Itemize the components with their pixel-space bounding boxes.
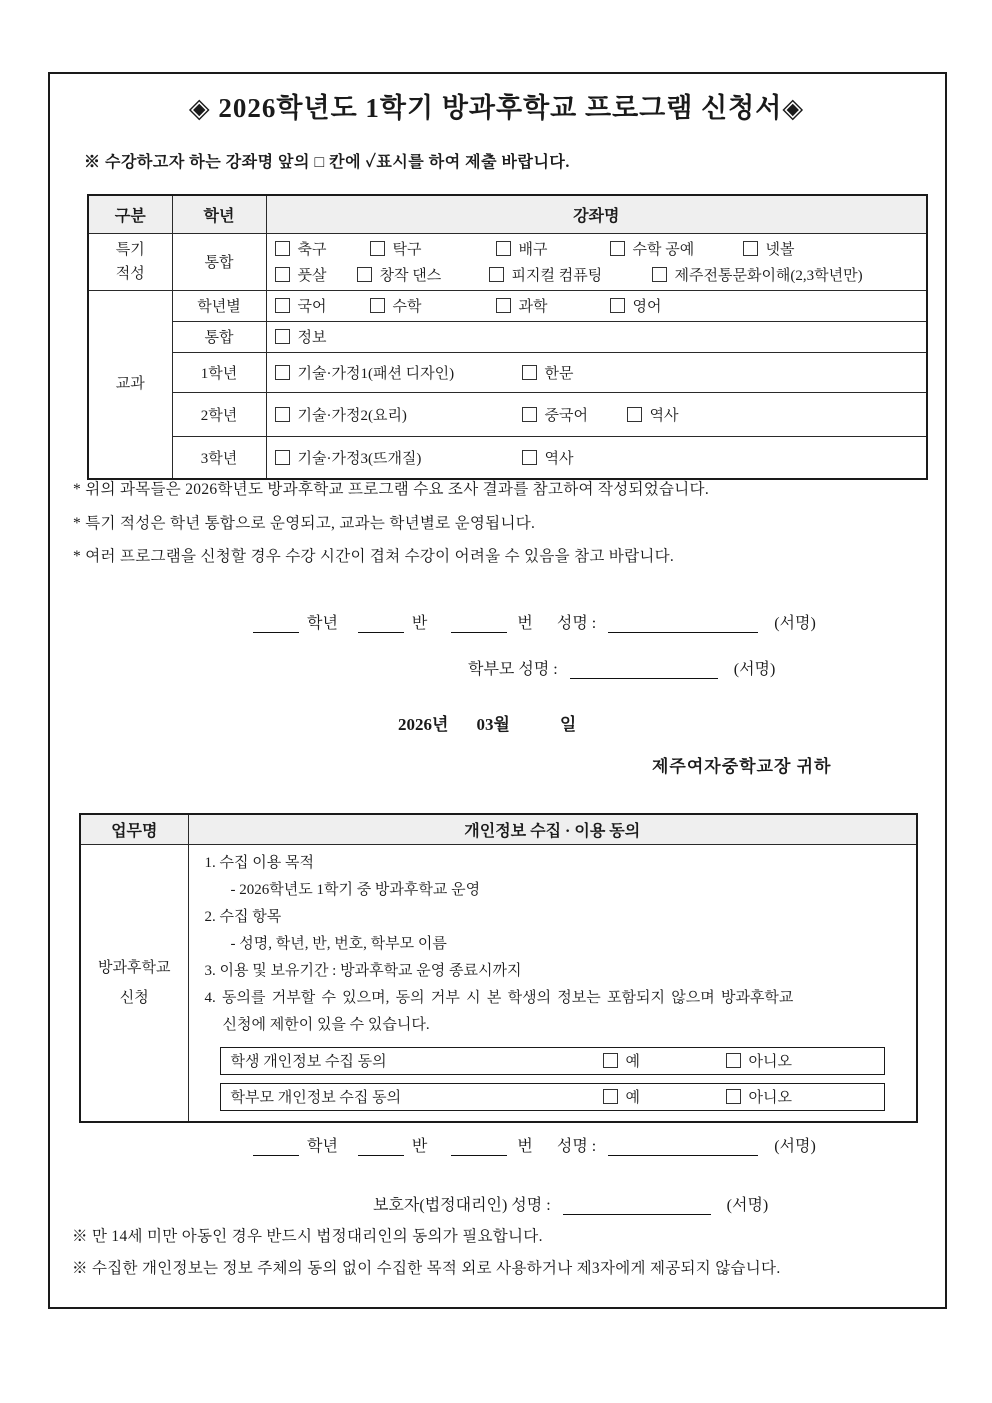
- privacy-item: - 성명, 학년, 반, 번호, 학부모 이름: [230, 935, 447, 952]
- checkbox-icon[interactable]: [370, 241, 385, 256]
- checkbox-icon[interactable]: [522, 450, 537, 465]
- checkbox-icon[interactable]: [275, 241, 290, 256]
- course-table-header-row: [88, 195, 927, 233]
- course-option-line: [275, 359, 923, 385]
- course-option-math-craft[interactable]: 수학 공예: [610, 238, 743, 259]
- privacy-detail-cell: [188, 844, 917, 1122]
- course-option-hanja[interactable]: 한문: [522, 362, 574, 383]
- grade-cell: 3학년: [172, 436, 266, 479]
- checkbox-icon[interactable]: [496, 298, 511, 313]
- number-blank-field[interactable]: [451, 1138, 507, 1156]
- sign-label: (서명): [726, 1197, 769, 1214]
- subject-row-grade1: [88, 352, 927, 392]
- form-title: ◈ 2026학년도 1학기 방과후학교 프로그램 신청서◈: [188, 93, 805, 123]
- checkbox-icon[interactable]: [370, 298, 385, 313]
- number-label: 번: [517, 1138, 533, 1155]
- subject-row-grade2: [88, 392, 927, 436]
- no-label: 아니오: [748, 1090, 792, 1106]
- student-name-blank-field[interactable]: [608, 615, 758, 633]
- course-option-history[interactable]: 역사: [522, 447, 574, 468]
- course-option-line: [275, 293, 923, 319]
- parent-name-blank-field[interactable]: [570, 661, 718, 679]
- course-cell: [266, 352, 927, 392]
- course-option-korean[interactable]: 국어: [275, 295, 370, 316]
- date-row: [398, 710, 576, 735]
- task-name-header: 업무명: [80, 814, 188, 844]
- course-option-tech-home2[interactable]: 기술·가정2(요리): [275, 404, 522, 425]
- number-label: 번: [517, 615, 533, 632]
- grade-label: 학년: [307, 615, 338, 632]
- checkbox-icon[interactable]: [603, 1089, 618, 1104]
- category-label-line1: 특기: [115, 241, 145, 258]
- note-line: * 위의 과목들은 2026학년도 방과후학교 프로그램 수요 조사 결과를 참고하여 작성되었습니다.: [73, 481, 710, 498]
- date-year: 2026년: [398, 715, 449, 734]
- yes-label: 예: [625, 1054, 640, 1070]
- student-consent-yes[interactable]: [603, 1050, 726, 1071]
- course-cell: [266, 392, 927, 436]
- checkbox-icon[interactable]: [357, 267, 372, 282]
- checkbox-icon[interactable]: [743, 241, 758, 256]
- checkbox-icon[interactable]: [275, 450, 290, 465]
- course-option-informatics[interactable]: 정보: [275, 326, 327, 347]
- guardian-name-blank-field[interactable]: [563, 1197, 711, 1215]
- grade-blank-field[interactable]: [253, 1138, 299, 1156]
- col-header-grade: 학년: [172, 195, 266, 233]
- course-option-math[interactable]: 수학: [370, 295, 496, 316]
- subject-row-integrated: [88, 321, 927, 352]
- class-blank-field[interactable]: [358, 615, 404, 633]
- parent-consent-box: [220, 1083, 885, 1111]
- course-option-chinese[interactable]: 중국어: [522, 404, 627, 425]
- course-cell: [266, 233, 927, 290]
- footnote-third-party: ※ 수집한 개인정보는 정보 주체의 동의 없이 수집한 목적 외로 사용하거나 제3자에게 제공되지 않습니다.: [72, 1260, 781, 1277]
- footnote-under-14: ※ 만 14세 미만 아동인 경우 반드시 법정대리인의 동의가 필요합니다.: [72, 1228, 543, 1245]
- course-option-jeju-culture[interactable]: 제주전통문화이해(2,3학년만): [652, 264, 863, 285]
- sign-label: (서명): [774, 615, 816, 632]
- date-month: 03월: [476, 715, 510, 734]
- student-signature-row-2: [253, 1133, 816, 1156]
- checkbox-icon[interactable]: [275, 329, 290, 344]
- course-option-line: [275, 401, 923, 427]
- course-option-futsal[interactable]: 풋살: [275, 264, 357, 285]
- course-option-creative-dance[interactable]: 창작 댄스: [357, 264, 489, 285]
- privacy-item: 3. 이용 및 보유기간 : 방과후학교 운영 종료시까지: [204, 962, 522, 979]
- guardian-signature-row: [373, 1192, 768, 1215]
- grade-cell: 1학년: [172, 352, 266, 392]
- course-cell: [266, 321, 927, 352]
- grade-cell: 통합: [172, 321, 266, 352]
- checkbox-icon[interactable]: [496, 241, 511, 256]
- privacy-item: - 2026학년도 1학기 중 방과후학교 운영: [230, 881, 481, 898]
- checkbox-icon[interactable]: [652, 267, 667, 282]
- checkbox-icon[interactable]: [489, 267, 504, 282]
- privacy-item: 4. 동의를 거부할 수 있으며, 동의 거부 시 본 학생의 정보는 포함되지 않으며 방과후학교: [204, 989, 794, 1006]
- note-line: * 특기 적성은 학년 통합으로 운영되고, 교과는 학년별로 운영됩니다.: [73, 514, 536, 532]
- special-aptitude-row: [88, 233, 927, 290]
- privacy-table-body-row: [80, 844, 917, 1122]
- instruction-note: ※ 수강하고자 하는 강좌명 앞의 □ 칸에 ✓표시를 하여 제출 바랍니다.: [84, 154, 570, 171]
- course-option-netball[interactable]: 넷볼: [743, 238, 795, 259]
- task-name-line1: 방과후학교: [98, 959, 171, 976]
- course-option-history[interactable]: 역사: [627, 404, 679, 425]
- course-option-tech-home1[interactable]: 기술·가정1(패션 디자인): [275, 362, 522, 383]
- course-option-science[interactable]: 과학: [496, 295, 610, 316]
- category-label-line2: 적성: [115, 265, 145, 282]
- course-option-volleyball[interactable]: 배구: [496, 238, 610, 259]
- course-option-physical-computing[interactable]: 피지컬 컴퓨팅: [489, 264, 652, 285]
- category-cell-special: [88, 233, 172, 290]
- checkbox-icon[interactable]: [610, 241, 625, 256]
- student-consent-box: [220, 1047, 885, 1075]
- privacy-consent-header: 개인정보 수집 · 이용 동의: [188, 814, 917, 844]
- checkbox-icon[interactable]: [275, 267, 290, 282]
- grade-label: 학년: [307, 1138, 338, 1155]
- student-signature-row: [253, 610, 816, 633]
- task-name-cell: [80, 844, 188, 1122]
- parent-signature-row: [468, 656, 775, 679]
- addressee: 제주여자중학교장 귀하: [652, 757, 832, 776]
- course-option-table-tennis[interactable]: 탁구: [370, 238, 496, 259]
- course-option-line: [275, 444, 923, 470]
- student-name-blank-field[interactable]: [608, 1138, 758, 1156]
- checkbox-icon[interactable]: [726, 1053, 741, 1068]
- privacy-item: 1. 수집 이용 목적: [204, 854, 314, 871]
- parent-consent-no[interactable]: [726, 1086, 792, 1107]
- category-cell-subject: 교과: [88, 290, 172, 479]
- grade-cell: 통합: [172, 233, 266, 290]
- course-option-english[interactable]: 영어: [610, 295, 662, 316]
- parent-name-label: 학부모 성명 :: [468, 661, 558, 678]
- note-line: * 여러 프로그램을 신청할 경우 수강 시간이 겹쳐 수강이 어려울 수 있음을 참고 바랍니다.: [73, 548, 675, 565]
- course-option-line: [275, 262, 923, 288]
- class-label: 반: [411, 615, 428, 632]
- checkbox-icon[interactable]: [275, 298, 290, 313]
- privacy-item: 2. 수집 항목: [204, 908, 282, 925]
- checkbox-icon[interactable]: [603, 1053, 618, 1068]
- course-option-line: [275, 324, 923, 350]
- course-table: [87, 194, 928, 480]
- checkbox-icon[interactable]: [726, 1089, 741, 1104]
- no-label: 아니오: [748, 1054, 792, 1070]
- course-cell: [266, 290, 927, 321]
- privacy-consent-table: [79, 813, 918, 1123]
- checkbox-icon[interactable]: [522, 407, 537, 422]
- class-label: 반: [411, 1138, 428, 1155]
- course-option-soccer[interactable]: 축구: [275, 238, 370, 259]
- task-name-line2: 신청: [119, 989, 149, 1006]
- name-label: 성명 :: [556, 615, 597, 632]
- grade-blank-field[interactable]: [253, 615, 299, 633]
- yes-label: 예: [625, 1090, 640, 1106]
- subject-row-by-grade: [88, 290, 927, 321]
- checkbox-icon[interactable]: [522, 365, 537, 380]
- form-notes: [73, 473, 709, 574]
- parent-consent-label: 학부모 개인정보 수집 동의: [230, 1090, 402, 1106]
- number-blank-field[interactable]: [451, 615, 507, 633]
- privacy-table-header-row: [80, 814, 917, 844]
- col-header-category: 구분: [88, 195, 172, 233]
- checkbox-icon[interactable]: [275, 365, 290, 380]
- student-consent-label: 학생 개인정보 수집 동의: [230, 1054, 387, 1070]
- checkbox-icon[interactable]: [275, 407, 290, 422]
- name-label: 성명 :: [556, 1138, 597, 1155]
- student-consent-no[interactable]: [726, 1050, 792, 1071]
- guardian-name-label: 보호자(법정대리인) 성명 :: [373, 1197, 551, 1214]
- course-option-line: [275, 236, 923, 262]
- col-header-course: 강좌명: [266, 195, 927, 233]
- class-blank-field[interactable]: [358, 1138, 404, 1156]
- course-option-tech-home3[interactable]: 기술·가정3(뜨개질): [275, 447, 522, 468]
- sign-label: (서명): [774, 1138, 816, 1155]
- sign-label: (서명): [733, 661, 776, 678]
- checkbox-icon[interactable]: [627, 407, 642, 422]
- date-day: 일: [559, 715, 577, 734]
- privacy-item: 신청에 제한이 있을 수 있습니다.: [222, 1016, 430, 1033]
- grade-cell: 2학년: [172, 392, 266, 436]
- grade-cell: 학년별: [172, 290, 266, 321]
- parent-consent-yes[interactable]: [603, 1086, 726, 1107]
- checkbox-icon[interactable]: [610, 298, 625, 313]
